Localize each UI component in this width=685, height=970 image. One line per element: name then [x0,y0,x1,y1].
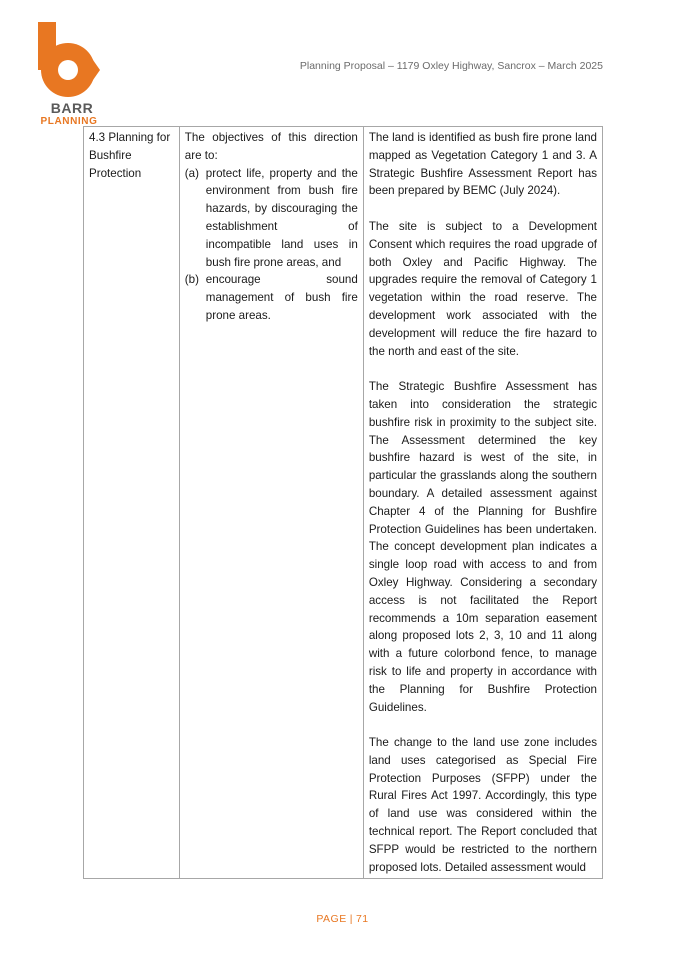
direction-cell [84,127,180,879]
page-footer [0,913,685,925]
barr-logo-mark-icon [34,20,104,100]
objectives-list [185,165,358,325]
response-paragraph: The Strategic Bushfire Assessment has taken into consideration the strategic bushfire risk in proximity to the subject site. The Assessment determined the key bushfire hazard is west of the site, in particular the grasslands along the southern boundary. A detailed assessment against Chapter 4 of the Planning for Bushfire Protection Guidelines has been undertaken. The concept development plan indicates a single loop road with access to and from Oxley Highway. Considering a secondary access is not facilitated the Report recommends a 10m separation easement along proposed lots 2, 3, 10 and 11 along with a future colorbond fence, to manage risk to life and property in accordance with the Planning for Bushfire Protection Guidelines. [368,380,597,714]
direction-line: Protection [89,166,142,180]
list-item-label: (a) [184,166,199,180]
policy-direction-table [83,126,603,879]
list-item-text: encourage sound management of bush fire prone areas. [205,273,358,322]
table-row [84,127,603,879]
objectives-cell [179,127,363,879]
response-paragraph: The change to the land use zone includes land uses categorised as Special Fire Protection Purposes (SFPP) under the Rural Fires Act 1997. Accordingly, this type of land use was considered within the technical report. The Report concluded that SFPP would be restricted to the northern proposed lots. Detailed assessment would [368,736,597,874]
response-paragraph: The site is subject to a Development Consent which requires the road upgrade of both Oxley and Pacific Highway. The upgrades require the removal of Category 1 vegetation within the road reserve. The development work associated with the development will reduce the fire hazard to the north and east of the site. [368,219,597,358]
direction-line: 4.3 Planning for [89,131,171,144]
list-item [185,271,358,324]
list-item-text: protect life, property and the environment from bush fire hazards, by discouraging the establishment of incompatible land uses in bush fire prone areas, and [205,166,358,269]
page-label: PAGE [316,913,347,925]
list-item-label: (b) [184,273,199,287]
logo-subtitle: PLANNING [40,116,98,127]
direction-line: Bushfire [89,148,132,162]
page-separator: | [349,913,353,925]
objectives-intro: The objectives of this direction are to: [184,131,358,162]
response-cell [363,127,602,879]
page-number: 71 [355,913,369,925]
logo-wordmark: BARR [50,100,94,116]
list-item [185,165,358,272]
barr-planning-logo [34,20,104,126]
document-header-title: Planning Proposal – 1179 Oxley Highway, Sancrox – March 2025 [299,60,603,72]
response-paragraph: The land is identified as bush fire prone land mapped as Vegetation Category 1 and 3. A Strategic Bushfire Assessment Report has been prepared by BEMC (July 2024). [368,131,597,198]
